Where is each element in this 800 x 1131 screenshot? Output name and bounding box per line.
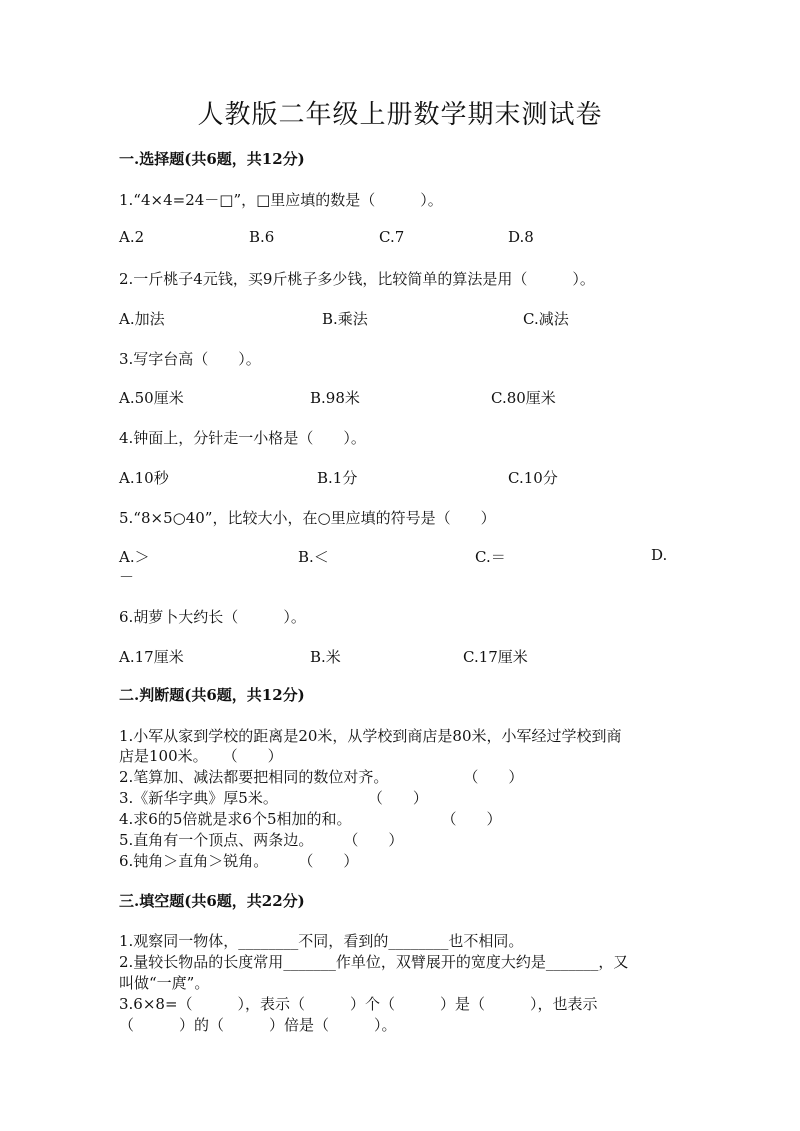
question-4: 4.钟面上，分针走一小格是（ ）。 xyxy=(119,429,366,447)
fill-line: 2.量较长物品的长度常用_______作单位，双臂展开的宽度大约是_______，又 xyxy=(119,953,629,971)
q3-option-c: C.80厘米 xyxy=(491,389,556,407)
q5-option-c: C.＝ xyxy=(475,548,506,566)
section-heading-choice: 一.选择题(共6题，共12分) xyxy=(119,150,305,168)
fill-line: 3.6×8=（ ），表示（ ）个（ ）是（ ），也表示 xyxy=(119,995,598,1013)
judge-line: 5.直角有一个顶点、两条边。 （ ） xyxy=(119,831,404,849)
question-3: 3.写字台高（ ）。 xyxy=(119,350,261,368)
judge-line: 6.钝角＞直角＞锐角。 （ ） xyxy=(119,852,359,870)
question-1: 1.“4×4=24－□”，□里应填的数是（ ）。 xyxy=(119,191,443,209)
fill-line: 叫做“一庹”。 xyxy=(119,974,210,992)
section-heading-fill: 三.填空题(共6题，共22分) xyxy=(119,892,305,910)
q6-option-c: C.17厘米 xyxy=(463,648,528,666)
q3-option-b: B.98米 xyxy=(310,389,360,407)
judge-line: 2.笔算加、减法都要把相同的数位对齐。 （ ） xyxy=(119,768,524,786)
question-2: 2.一斤桃子4元钱，买9斤桃子多少钱，比较简单的算法是用（ ）。 xyxy=(119,270,595,288)
q5-option-a: A.＞ xyxy=(119,548,150,566)
judge-line: 店是100米。 （ ） xyxy=(119,747,283,765)
question-5: 5.“8×5○40”，比较大小，在○里应填的符号是（ ） xyxy=(119,509,496,527)
q4-option-c: C.10分 xyxy=(508,469,558,487)
page-title: 人教版二年级上册数学期末测试卷 xyxy=(197,100,603,130)
section-heading-judge: 二.判断题(共6题，共12分) xyxy=(119,686,305,704)
fill-line: （ ）的（ ）倍是（ ）。 xyxy=(119,1016,397,1034)
q5-option-d: D. xyxy=(651,546,668,564)
q2-option-a: A.加法 xyxy=(119,310,165,328)
q4-option-b: B.1分 xyxy=(317,469,358,487)
q1-option-d: D.8 xyxy=(508,228,534,246)
q3-option-a: A.50厘米 xyxy=(119,389,184,407)
question-6: 6.胡萝卜大约长（ ）。 xyxy=(119,608,306,626)
fill-line: 1.观察同一物体，________不同，看到的________也不相同。 xyxy=(119,932,524,950)
judge-line: 3.《新华字典》厚5米。 （ ） xyxy=(119,789,428,807)
q5-option-b: B.＜ xyxy=(298,548,329,566)
q2-option-c: C.减法 xyxy=(523,310,569,328)
judge-line: 1.小军从家到学校的距离是20米，从学校到商店是80米，小军经过学校到商 xyxy=(119,727,622,745)
q2-option-b: B.乘法 xyxy=(322,310,368,328)
q1-option-b: B.6 xyxy=(249,228,275,246)
q4-option-a: A.10秒 xyxy=(119,469,169,487)
q6-option-b: B.米 xyxy=(310,648,341,666)
q1-option-c: C.7 xyxy=(379,228,405,246)
q1-option-a: A.2 xyxy=(119,228,145,246)
q5-option-d-wrap: － xyxy=(119,568,135,586)
q6-option-a: A.17厘米 xyxy=(119,648,184,666)
judge-line: 4.求6的5倍就是求6个5相加的和。 （ ） xyxy=(119,810,502,828)
